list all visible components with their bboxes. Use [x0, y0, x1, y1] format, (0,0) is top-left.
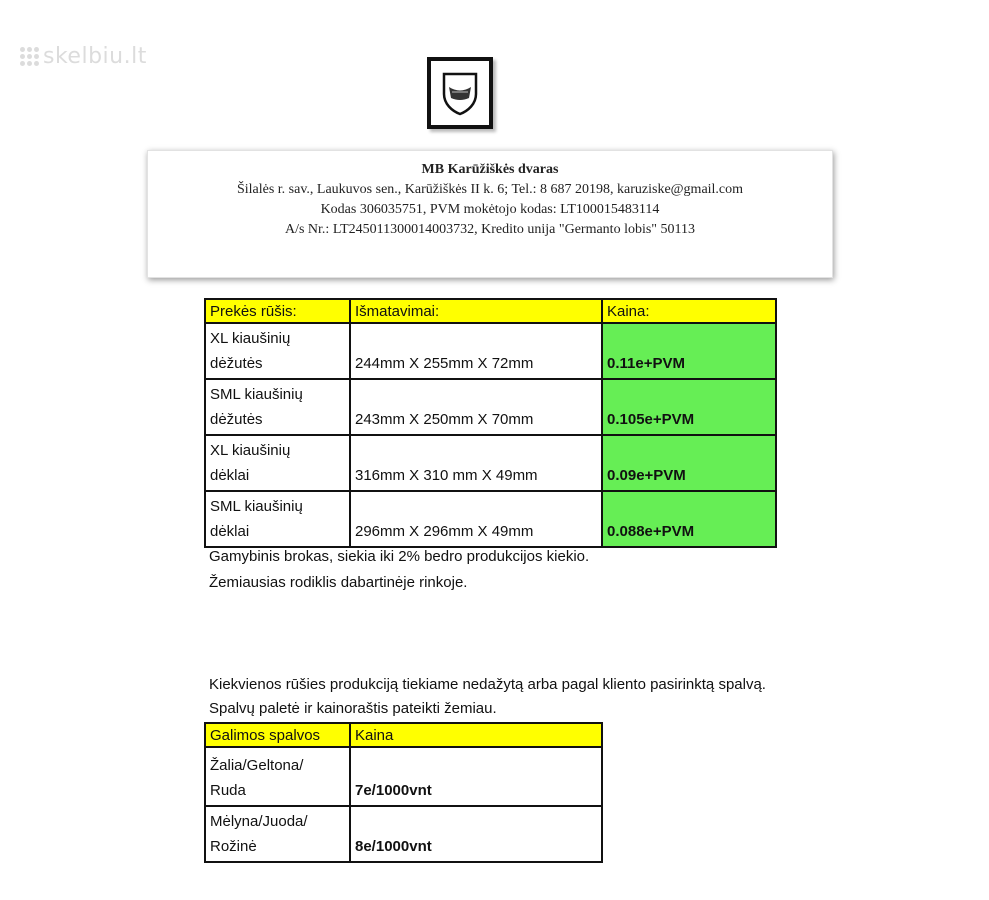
product-size: 296mm X 296mm X 49mm — [350, 491, 602, 547]
coloring-note: Kiekvienos rūšies produkciją tiekiame nedažytą arba pagal kliento pasirinktą spalvą. — [209, 676, 766, 693]
product-price: 0.09e+PVM — [602, 435, 776, 491]
watermark — [20, 44, 147, 69]
table-header-row — [205, 723, 602, 747]
product-name: XL kiaušinių dėklai — [205, 435, 350, 491]
color-price: 8e/1000vnt — [350, 806, 602, 862]
header-dimensions: Išmatavimai: — [350, 299, 602, 323]
palette-note: Spalvų paletė ir kainoraštis pateikti žemiau. — [209, 700, 497, 717]
company-bank: A/s Nr.: LT245011300014003732, Kredito unija "Germanto lobis" 50113 — [284, 222, 695, 237]
table-header-row — [205, 299, 776, 323]
product-name: SML kiaušinių dėklai — [205, 491, 350, 547]
company-address: Šilalės r. sav., Laukuvos sen., Karūžiškės II k. 6; Tel.: 8 687 20198, karuziske@gmail.com — [236, 182, 744, 197]
table-row — [205, 379, 776, 435]
product-price: 0.088e+PVM — [602, 491, 776, 547]
color-price: 7e/1000vnt — [350, 747, 602, 806]
defect-note: Gamybinis brokas, siekia iki 2% bedro produkcijos kiekio. — [209, 548, 590, 565]
product-size: 244mm X 255mm X 72mm — [350, 323, 602, 379]
header-price: Kaina — [350, 723, 602, 747]
table-row — [205, 491, 776, 547]
shield-icon — [440, 70, 480, 116]
header-product-type: Prekės rūšis: — [205, 299, 350, 323]
product-size: 316mm X 310 mm X 49mm — [350, 435, 602, 491]
lowest-note: Žemiausias rodiklis dabartinėje rinkoje. — [209, 574, 468, 591]
table-row — [205, 806, 602, 862]
table-row — [205, 323, 776, 379]
product-size: 243mm X 250mm X 70mm — [350, 379, 602, 435]
color-name: Žalia/Geltona/ Ruda — [205, 747, 350, 806]
colors-price-table — [204, 722, 603, 863]
color-name: Mėlyna/Juoda/ Rožinė — [205, 806, 350, 862]
company-codes: Kodas 306035751, PVM mokėtojo kodas: LT100015483114 — [320, 202, 660, 217]
company-name: MB Karūžiškės dvaras — [421, 162, 559, 177]
watermark-dots-icon — [20, 47, 39, 66]
coat-of-arms-logo — [427, 57, 493, 129]
header-colors: Galimos spalvos — [205, 723, 350, 747]
product-price: 0.11e+PVM — [602, 323, 776, 379]
product-name: XL kiaušinių dėžutės — [205, 323, 350, 379]
header-price: Kaina: — [602, 299, 776, 323]
product-price: 0.105e+PVM — [602, 379, 776, 435]
product-name: SML kiaušinių dėžutės — [205, 379, 350, 435]
products-price-table — [204, 298, 777, 548]
table-row — [205, 747, 602, 806]
table-row — [205, 435, 776, 491]
watermark-text: skelbiu.lt — [43, 44, 147, 69]
company-header — [147, 150, 833, 278]
